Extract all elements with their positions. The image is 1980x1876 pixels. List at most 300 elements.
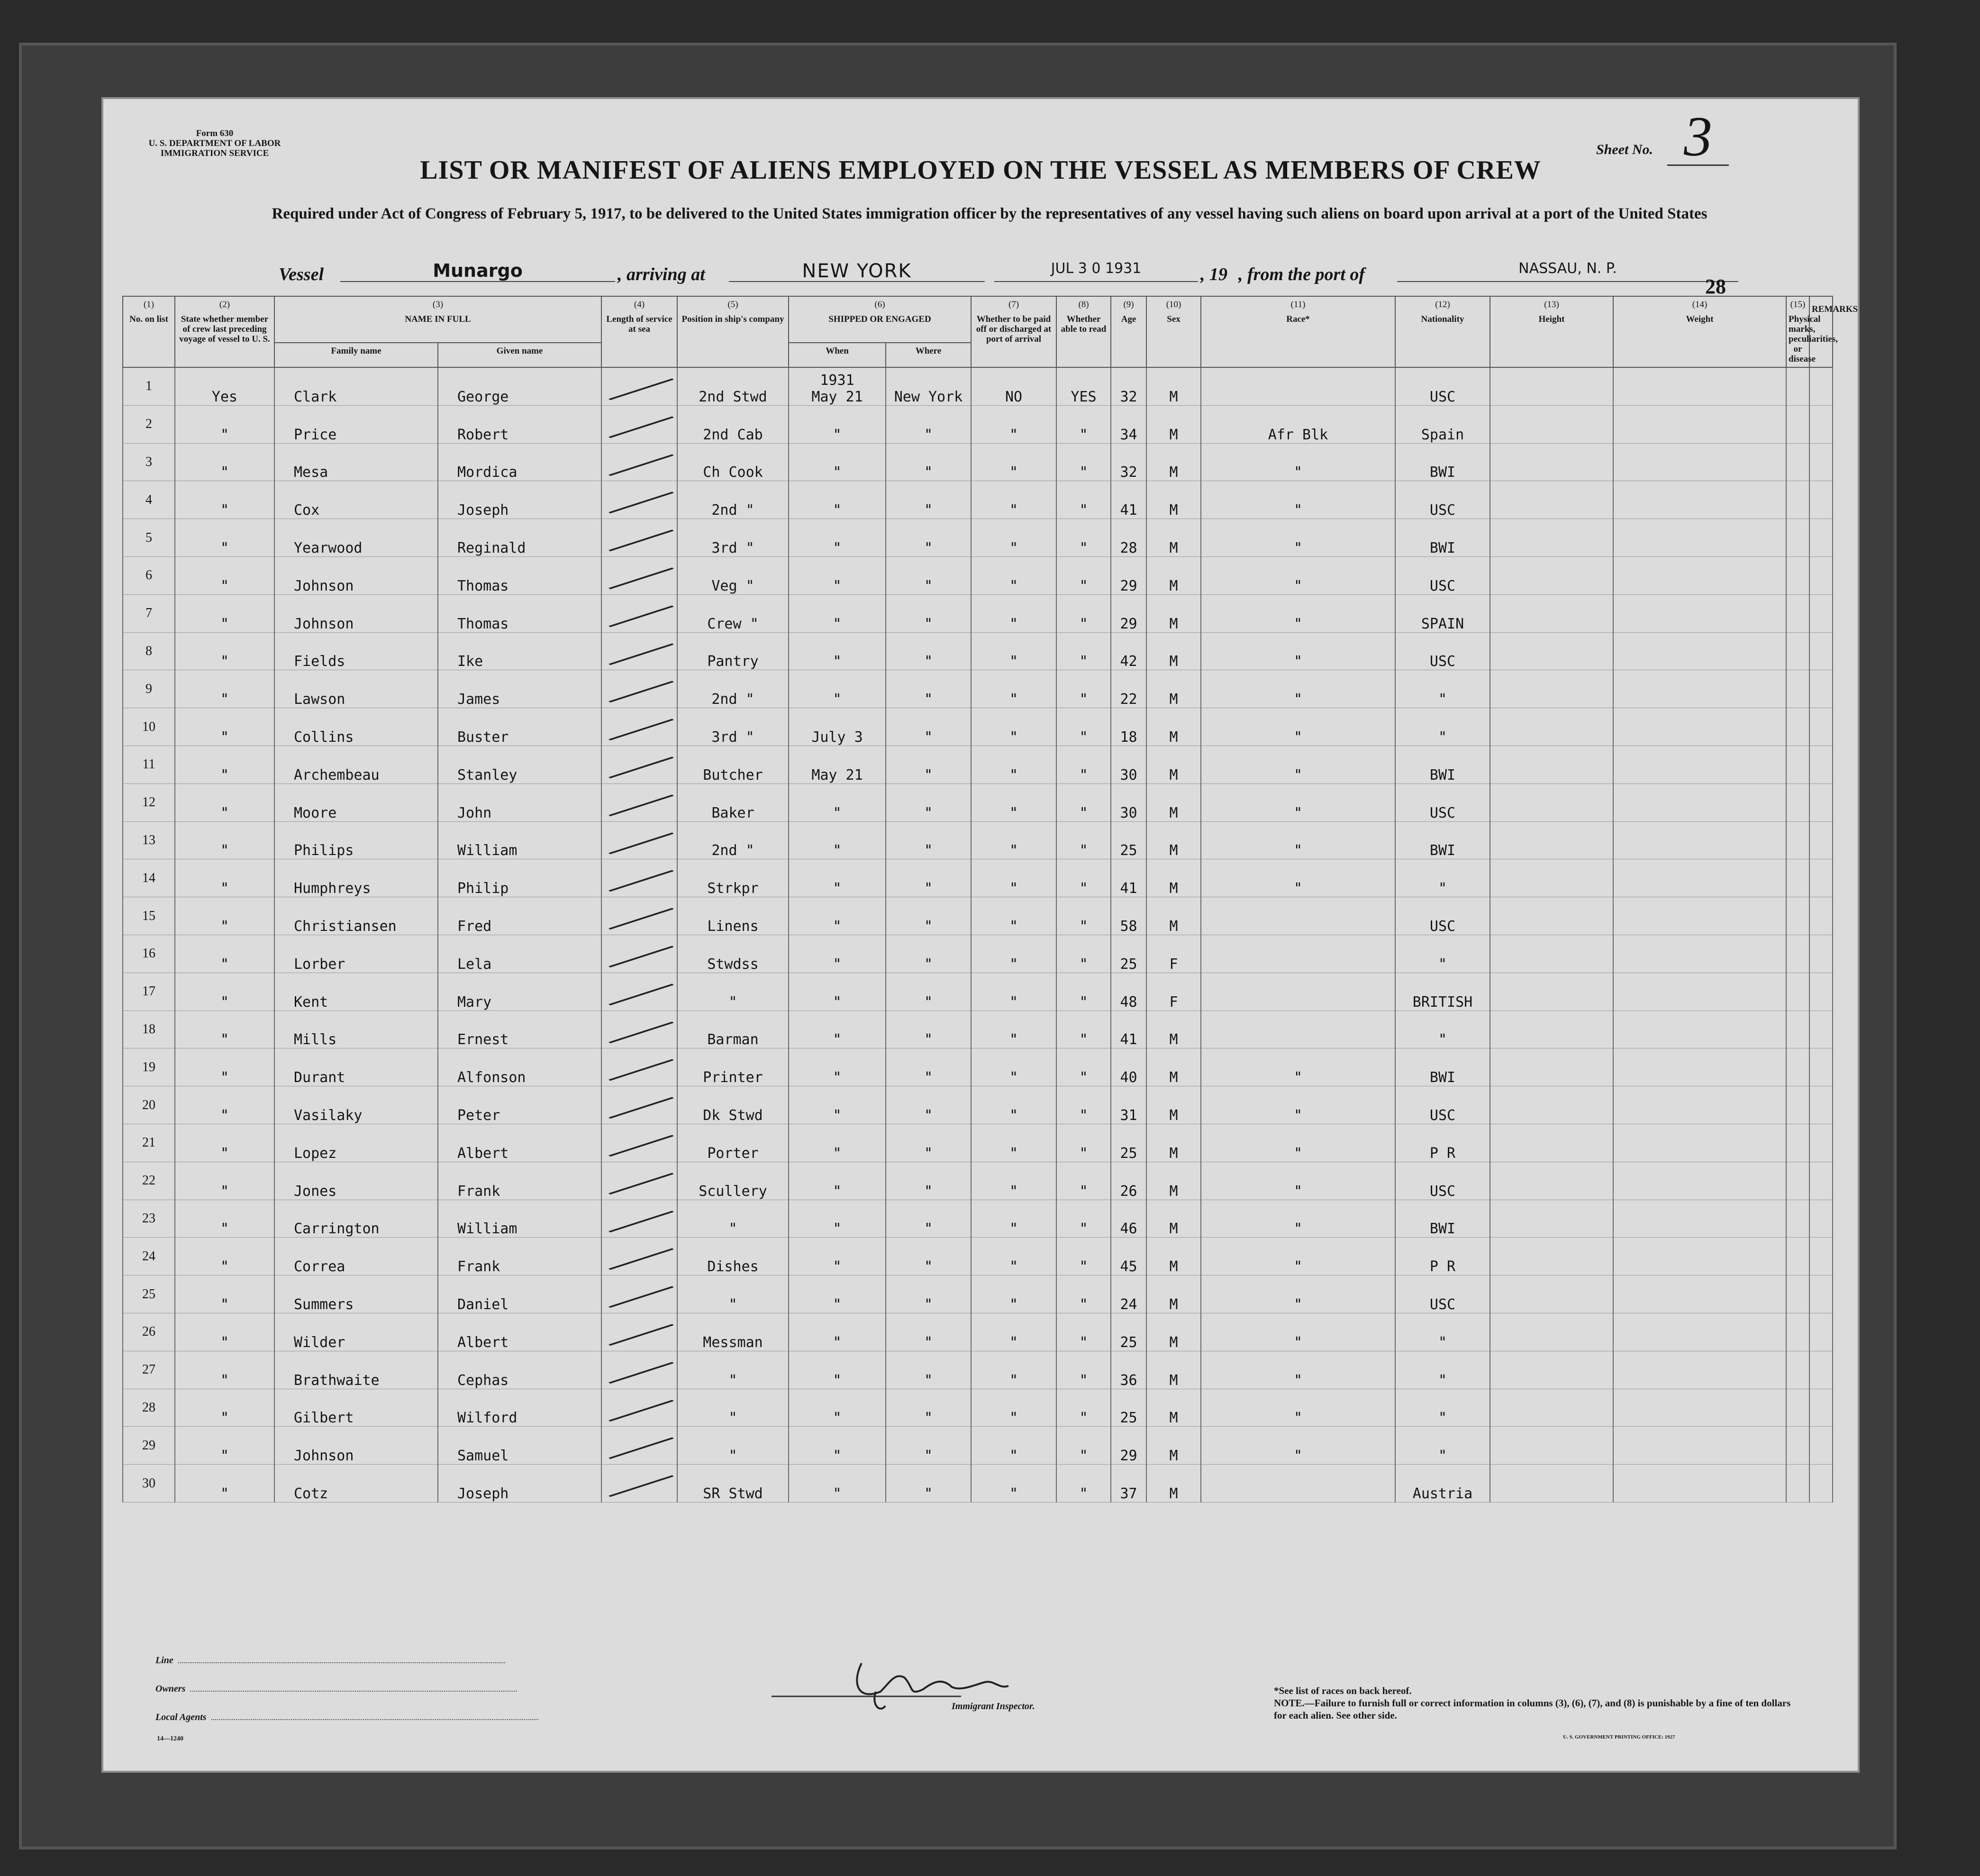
cell-paid-off: NO (971, 367, 1056, 405)
cell-shipped-where: " (886, 632, 971, 670)
cell-sex: M (1146, 1427, 1201, 1465)
cell-shipped-when: " (789, 1427, 886, 1465)
table-row (123, 632, 1833, 670)
cell-given-name: Robert (438, 405, 601, 443)
cell-previous-voyage: " (175, 594, 274, 632)
cell-height (1490, 1124, 1613, 1162)
cell-race: " (1201, 519, 1395, 557)
cell-paid-off: " (971, 1086, 1056, 1124)
cell-remarks (1809, 1048, 1833, 1086)
cell-paid-off: " (971, 1124, 1056, 1162)
cell-service-tick (601, 859, 677, 897)
cell-age: 40 (1111, 1048, 1146, 1086)
cell-shipped-when: " (789, 1389, 886, 1427)
col-header-nationality: (12) Nationality (1395, 296, 1490, 367)
cell-position: 2nd " (677, 481, 789, 519)
cell-given-name: Philip (438, 859, 601, 897)
cell-physical-marks (1786, 1238, 1809, 1275)
vessel-name: Munargo (340, 260, 615, 282)
cell-sex: M (1146, 783, 1201, 821)
cell-position: Dishes (677, 1238, 789, 1275)
cell-family-name: Vasilaky (274, 1086, 438, 1124)
cell-service-tick (601, 594, 677, 632)
sheet-no-label: Sheet No. (1596, 142, 1653, 157)
cell-weight (1613, 859, 1786, 897)
cell-remarks (1809, 1162, 1833, 1200)
cell-position: Linens (677, 897, 789, 935)
table-row (123, 746, 1833, 783)
cell-row-number: 16 (123, 935, 175, 973)
cell-position: Crew " (677, 594, 789, 632)
cell-shipped-where: " (886, 1275, 971, 1313)
cell-age: 25 (1111, 1389, 1146, 1427)
table-row (123, 1162, 1833, 1200)
cell-remarks (1809, 1011, 1833, 1048)
col-header-race: (11) Race* (1201, 296, 1395, 367)
cell-service-tick (601, 821, 677, 859)
col-header-name: (3) NAME IN FULL (274, 296, 601, 343)
line-field: Line (155, 1655, 505, 1666)
cell-row-number: 27 (123, 1351, 175, 1389)
cell-sex: M (1146, 1048, 1201, 1086)
cell-weight (1613, 1465, 1786, 1503)
cell-height (1490, 935, 1613, 973)
cell-given-name: Albert (438, 1124, 601, 1162)
cell-weight (1613, 1427, 1786, 1465)
cell-family-name: Collins (274, 708, 438, 746)
cell-given-name: Frank (438, 1162, 601, 1200)
cell-physical-marks (1786, 1427, 1809, 1465)
cell-paid-off: " (971, 1389, 1056, 1427)
cell-paid-off: " (971, 1465, 1056, 1503)
cell-shipped-when: " (789, 519, 886, 557)
cell-paid-off: " (971, 897, 1056, 935)
cell-previous-voyage: " (175, 1124, 274, 1162)
cell-nationality: BWI (1395, 1200, 1490, 1238)
cell-paid-off: " (971, 1351, 1056, 1389)
cell-weight (1613, 746, 1786, 783)
cell-weight (1613, 519, 1786, 557)
cell-height (1490, 632, 1613, 670)
cell-nationality: USC (1395, 1275, 1490, 1313)
cell-race: " (1201, 1086, 1395, 1124)
cell-race: Afr Blk (1201, 405, 1395, 443)
cell-nationality: USC (1395, 481, 1490, 519)
cell-age: 42 (1111, 632, 1146, 670)
cell-nationality: " (1395, 708, 1490, 746)
cell-row-number: 2 (123, 405, 175, 443)
cell-position: " (677, 1427, 789, 1465)
cell-nationality: BWI (1395, 746, 1490, 783)
table-row (123, 935, 1833, 973)
cell-family-name: Lorber (274, 935, 438, 973)
cell-position: Barman (677, 1011, 789, 1048)
cell-height (1490, 1011, 1613, 1048)
cell-shipped-where: " (886, 556, 971, 594)
cell-remarks (1809, 1313, 1833, 1351)
cell-family-name: Mesa (274, 443, 438, 481)
crew-manifest-table (122, 296, 1858, 1503)
cell-previous-voyage: " (175, 1465, 274, 1503)
cell-previous-voyage: " (175, 1238, 274, 1275)
cell-previous-voyage: " (175, 1351, 274, 1389)
cell-paid-off: " (971, 632, 1056, 670)
cell-height (1490, 1200, 1613, 1238)
cell-position: 2nd " (677, 670, 789, 708)
col-header-able-to-read: (8) Whether able to read (1056, 296, 1111, 367)
cell-row-number: 29 (123, 1427, 175, 1465)
cell-able-to-read: " (1056, 783, 1111, 821)
cell-shipped-when: " (789, 443, 886, 481)
cell-paid-off: " (971, 1313, 1056, 1351)
table-row (123, 1200, 1833, 1238)
cell-remarks (1809, 859, 1833, 897)
cell-height (1490, 1086, 1613, 1124)
cell-able-to-read: " (1056, 1427, 1111, 1465)
table-row (123, 1465, 1833, 1503)
col-header-where: Where (886, 343, 971, 367)
cell-sex: M (1146, 1238, 1201, 1275)
cell-nationality: " (1395, 1011, 1490, 1048)
cell-previous-voyage: " (175, 1200, 274, 1238)
cell-shipped-when: 1931 May 21 (789, 367, 886, 405)
cell-position: " (677, 1389, 789, 1427)
cell-able-to-read: " (1056, 670, 1111, 708)
cell-able-to-read: " (1056, 859, 1111, 897)
cell-service-tick (601, 1124, 677, 1162)
cell-position: Dk Stwd (677, 1086, 789, 1124)
cell-race: " (1201, 1389, 1395, 1427)
cell-age: 48 (1111, 973, 1146, 1011)
cell-family-name: Fields (274, 632, 438, 670)
table-row (123, 443, 1833, 481)
cell-weight (1613, 1275, 1786, 1313)
cell-shipped-where: " (886, 1162, 971, 1200)
table-row (123, 405, 1833, 443)
cell-age: 25 (1111, 1313, 1146, 1351)
cell-age: 29 (1111, 594, 1146, 632)
cell-sex: M (1146, 594, 1201, 632)
form-footer (103, 1635, 1858, 1767)
cell-height (1490, 1238, 1613, 1275)
cell-sex: M (1146, 1124, 1201, 1162)
from-port: NASSAU, N. P. (1397, 260, 1738, 282)
cell-race: " (1201, 556, 1395, 594)
cell-height (1490, 783, 1613, 821)
cell-previous-voyage: " (175, 973, 274, 1011)
cell-previous-voyage: " (175, 443, 274, 481)
cell-family-name: Johnson (274, 1427, 438, 1465)
col-header-physical-marks: (15) Physical marks, peculiarities, or disease (1786, 296, 1809, 367)
fine-note: NOTE.—Failure to furnish full or correct information in columns (3), (6), (7), and (8) is punishable by a fine of ten dollars for each alien. See other side. (1274, 1697, 1791, 1721)
cell-previous-voyage: Yes (175, 367, 274, 405)
cell-weight (1613, 1389, 1786, 1427)
cell-race: " (1201, 481, 1395, 519)
cell-remarks (1809, 1200, 1833, 1238)
cell-shipped-where: New York (886, 367, 971, 405)
cell-previous-voyage: " (175, 708, 274, 746)
cell-shipped-when: " (789, 594, 886, 632)
cell-nationality: BWI (1395, 519, 1490, 557)
cell-position: SR Stwd (677, 1465, 789, 1503)
cell-physical-marks (1786, 1351, 1809, 1389)
cell-shipped-when: " (789, 1124, 886, 1162)
col-header-length-of-service: (4) Length of service at sea (601, 296, 677, 367)
cell-weight (1613, 1048, 1786, 1086)
cell-service-tick (601, 556, 677, 594)
cell-weight (1613, 897, 1786, 935)
cell-sex: M (1146, 1389, 1201, 1427)
cell-able-to-read: " (1056, 481, 1111, 519)
cell-row-number: 19 (123, 1048, 175, 1086)
table-row (123, 1275, 1833, 1313)
cell-row-number: 20 (123, 1086, 175, 1124)
cell-remarks (1809, 783, 1833, 821)
cell-given-name: Stanley (438, 746, 601, 783)
cell-service-tick (601, 1465, 677, 1503)
printer-imprint: U. S. GOVERNMENT PRINTING OFFICE: 1927 (1563, 1734, 1675, 1740)
cell-family-name: Cotz (274, 1465, 438, 1503)
cell-sex: M (1146, 1465, 1201, 1503)
cell-weight (1613, 1124, 1786, 1162)
cell-race (1201, 1011, 1395, 1048)
cell-physical-marks (1786, 859, 1809, 897)
cell-able-to-read: YES (1056, 367, 1111, 405)
cell-height (1490, 1313, 1613, 1351)
cell-age: 22 (1111, 670, 1146, 708)
cell-shipped-where: " (886, 1351, 971, 1389)
cell-sex: M (1146, 1275, 1201, 1313)
cell-remarks (1809, 821, 1833, 859)
footer-note (1274, 1685, 1805, 1721)
cell-family-name: Lawson (274, 670, 438, 708)
cell-given-name: Thomas (438, 556, 601, 594)
cell-height (1490, 1389, 1613, 1427)
cell-sex: M (1146, 746, 1201, 783)
cell-sex: F (1146, 935, 1201, 973)
cell-able-to-read: " (1056, 1238, 1111, 1275)
cell-height (1490, 1427, 1613, 1465)
cell-physical-marks (1786, 481, 1809, 519)
cell-physical-marks (1786, 1465, 1809, 1503)
cell-nationality: USC (1395, 632, 1490, 670)
cell-given-name: Alfonson (438, 1048, 601, 1086)
cell-physical-marks (1786, 897, 1809, 935)
cell-previous-voyage: " (175, 859, 274, 897)
cell-service-tick (601, 670, 677, 708)
cell-physical-marks (1786, 443, 1809, 481)
cell-paid-off: " (971, 859, 1056, 897)
cell-sex: M (1146, 1162, 1201, 1200)
cell-shipped-when: " (789, 670, 886, 708)
cell-service-tick (601, 367, 677, 405)
cell-sex: M (1146, 897, 1201, 935)
cell-family-name: Moore (274, 783, 438, 821)
cell-able-to-read: " (1056, 1162, 1111, 1200)
cell-weight (1613, 708, 1786, 746)
cell-service-tick (601, 1313, 677, 1351)
cell-shipped-when: " (789, 481, 886, 519)
cell-nationality: USC (1395, 1086, 1490, 1124)
cell-able-to-read: " (1056, 405, 1111, 443)
cell-shipped-when: " (789, 783, 886, 821)
cell-row-number: 6 (123, 556, 175, 594)
cell-given-name: Joseph (438, 481, 601, 519)
cell-race (1201, 1465, 1395, 1503)
cell-race: " (1201, 1275, 1395, 1313)
cell-able-to-read: " (1056, 746, 1111, 783)
cell-weight (1613, 935, 1786, 973)
cell-remarks (1809, 708, 1833, 746)
cell-shipped-where: " (886, 783, 971, 821)
cell-previous-voyage: " (175, 556, 274, 594)
cell-race: " (1201, 1351, 1395, 1389)
cell-physical-marks (1786, 1162, 1809, 1200)
cell-nationality: BWI (1395, 821, 1490, 859)
cell-remarks (1809, 1351, 1833, 1389)
cell-shipped-where: " (886, 1011, 971, 1048)
cell-family-name: Christiansen (274, 897, 438, 935)
cell-shipped-when: " (789, 1313, 886, 1351)
cell-shipped-when: " (789, 897, 886, 935)
cell-paid-off: " (971, 443, 1056, 481)
cell-shipped-where: " (886, 746, 971, 783)
table-header-row (123, 296, 1833, 343)
cell-physical-marks (1786, 973, 1809, 1011)
table-row (123, 1048, 1833, 1086)
cell-shipped-where: " (886, 481, 971, 519)
cell-shipped-where: " (886, 973, 971, 1011)
cell-row-number: 5 (123, 519, 175, 557)
cell-service-tick (601, 1275, 677, 1313)
cell-row-number: 21 (123, 1124, 175, 1162)
cell-given-name: Buster (438, 708, 601, 746)
cell-given-name: William (438, 821, 601, 859)
col-header-remarks: REMARKS (1809, 296, 1833, 367)
col-header-height: (13) Height (1490, 296, 1613, 367)
cell-nationality: " (1395, 1351, 1490, 1389)
table-row (123, 1011, 1833, 1048)
cell-previous-voyage: " (175, 519, 274, 557)
cell-previous-voyage: " (175, 1313, 274, 1351)
cell-physical-marks (1786, 1124, 1809, 1162)
cell-previous-voyage: " (175, 1427, 274, 1465)
cell-race: " (1201, 632, 1395, 670)
table-row (123, 594, 1833, 632)
cell-height (1490, 1351, 1613, 1389)
cell-age: 25 (1111, 1124, 1146, 1162)
cell-race: " (1201, 1427, 1395, 1465)
cell-row-number: 1 (123, 367, 175, 405)
cell-previous-voyage: " (175, 1086, 274, 1124)
cell-weight (1613, 1313, 1786, 1351)
cell-service-tick (601, 443, 677, 481)
cell-physical-marks (1786, 1086, 1809, 1124)
cell-previous-voyage: " (175, 746, 274, 783)
cell-given-name: Wilford (438, 1389, 601, 1427)
cell-row-number: 4 (123, 481, 175, 519)
cell-height (1490, 481, 1613, 519)
cell-row-number: 3 (123, 443, 175, 481)
cell-height (1490, 1048, 1613, 1086)
cell-age: 58 (1111, 897, 1146, 935)
cell-family-name: Jones (274, 1162, 438, 1200)
cell-given-name: Fred (438, 897, 601, 935)
table-row (123, 1313, 1833, 1351)
cell-shipped-when: " (789, 1200, 886, 1238)
cell-service-tick (601, 1427, 677, 1465)
cell-row-number: 11 (123, 746, 175, 783)
cell-able-to-read: " (1056, 1389, 1111, 1427)
cell-shipped-when: " (789, 1465, 886, 1503)
cell-previous-voyage: " (175, 1275, 274, 1313)
cell-family-name: Archembeau (274, 746, 438, 783)
cell-height (1490, 1465, 1613, 1503)
cell-row-number: 30 (123, 1465, 175, 1503)
cell-physical-marks (1786, 367, 1809, 405)
cell-sex: M (1146, 1086, 1201, 1124)
cell-row-number: 28 (123, 1389, 175, 1427)
cell-sex: M (1146, 821, 1201, 859)
cell-physical-marks (1786, 1389, 1809, 1427)
cell-position: 2nd " (677, 821, 789, 859)
cell-physical-marks (1786, 821, 1809, 859)
cell-shipped-when: " (789, 1162, 886, 1200)
cell-age: 30 (1111, 783, 1146, 821)
cell-able-to-read: " (1056, 556, 1111, 594)
cell-able-to-read: " (1056, 1275, 1111, 1313)
cell-service-tick (601, 746, 677, 783)
cell-shipped-where: " (886, 1238, 971, 1275)
cell-race: " (1201, 1200, 1395, 1238)
cell-able-to-read: " (1056, 519, 1111, 557)
cell-position: Butcher (677, 746, 789, 783)
cell-age: 31 (1111, 1086, 1146, 1124)
cell-service-tick (601, 481, 677, 519)
table-row (123, 859, 1833, 897)
cell-given-name: Ernest (438, 1011, 601, 1048)
cell-race (1201, 973, 1395, 1011)
cell-row-number: 9 (123, 670, 175, 708)
cell-sex: M (1146, 1313, 1201, 1351)
cell-sex: M (1146, 1351, 1201, 1389)
cell-able-to-read: " (1056, 1048, 1111, 1086)
cell-race: " (1201, 1238, 1395, 1275)
cell-age: 29 (1111, 556, 1146, 594)
cell-height (1490, 1275, 1613, 1313)
cell-shipped-when: " (789, 859, 886, 897)
cell-family-name: Price (274, 405, 438, 443)
cell-remarks (1809, 481, 1833, 519)
cell-race: " (1201, 443, 1395, 481)
cell-weight (1613, 821, 1786, 859)
inspector-label: Immigrant Inspector. (952, 1701, 1035, 1712)
cell-position: 2nd Stwd (677, 367, 789, 405)
cell-shipped-when: July 3 (789, 708, 886, 746)
cell-remarks (1809, 556, 1833, 594)
cell-shipped-where: " (886, 1200, 971, 1238)
cell-able-to-read: " (1056, 1200, 1111, 1238)
cell-given-name: Reginald (438, 519, 601, 557)
cell-shipped-where: " (886, 594, 971, 632)
cell-position: Messman (677, 1313, 789, 1351)
cell-age: 41 (1111, 1011, 1146, 1048)
cell-previous-voyage: " (175, 1048, 274, 1086)
cell-nationality: SPAIN (1395, 594, 1490, 632)
cell-position: Porter (677, 1124, 789, 1162)
cell-family-name: Summers (274, 1275, 438, 1313)
cell-race (1201, 897, 1395, 935)
